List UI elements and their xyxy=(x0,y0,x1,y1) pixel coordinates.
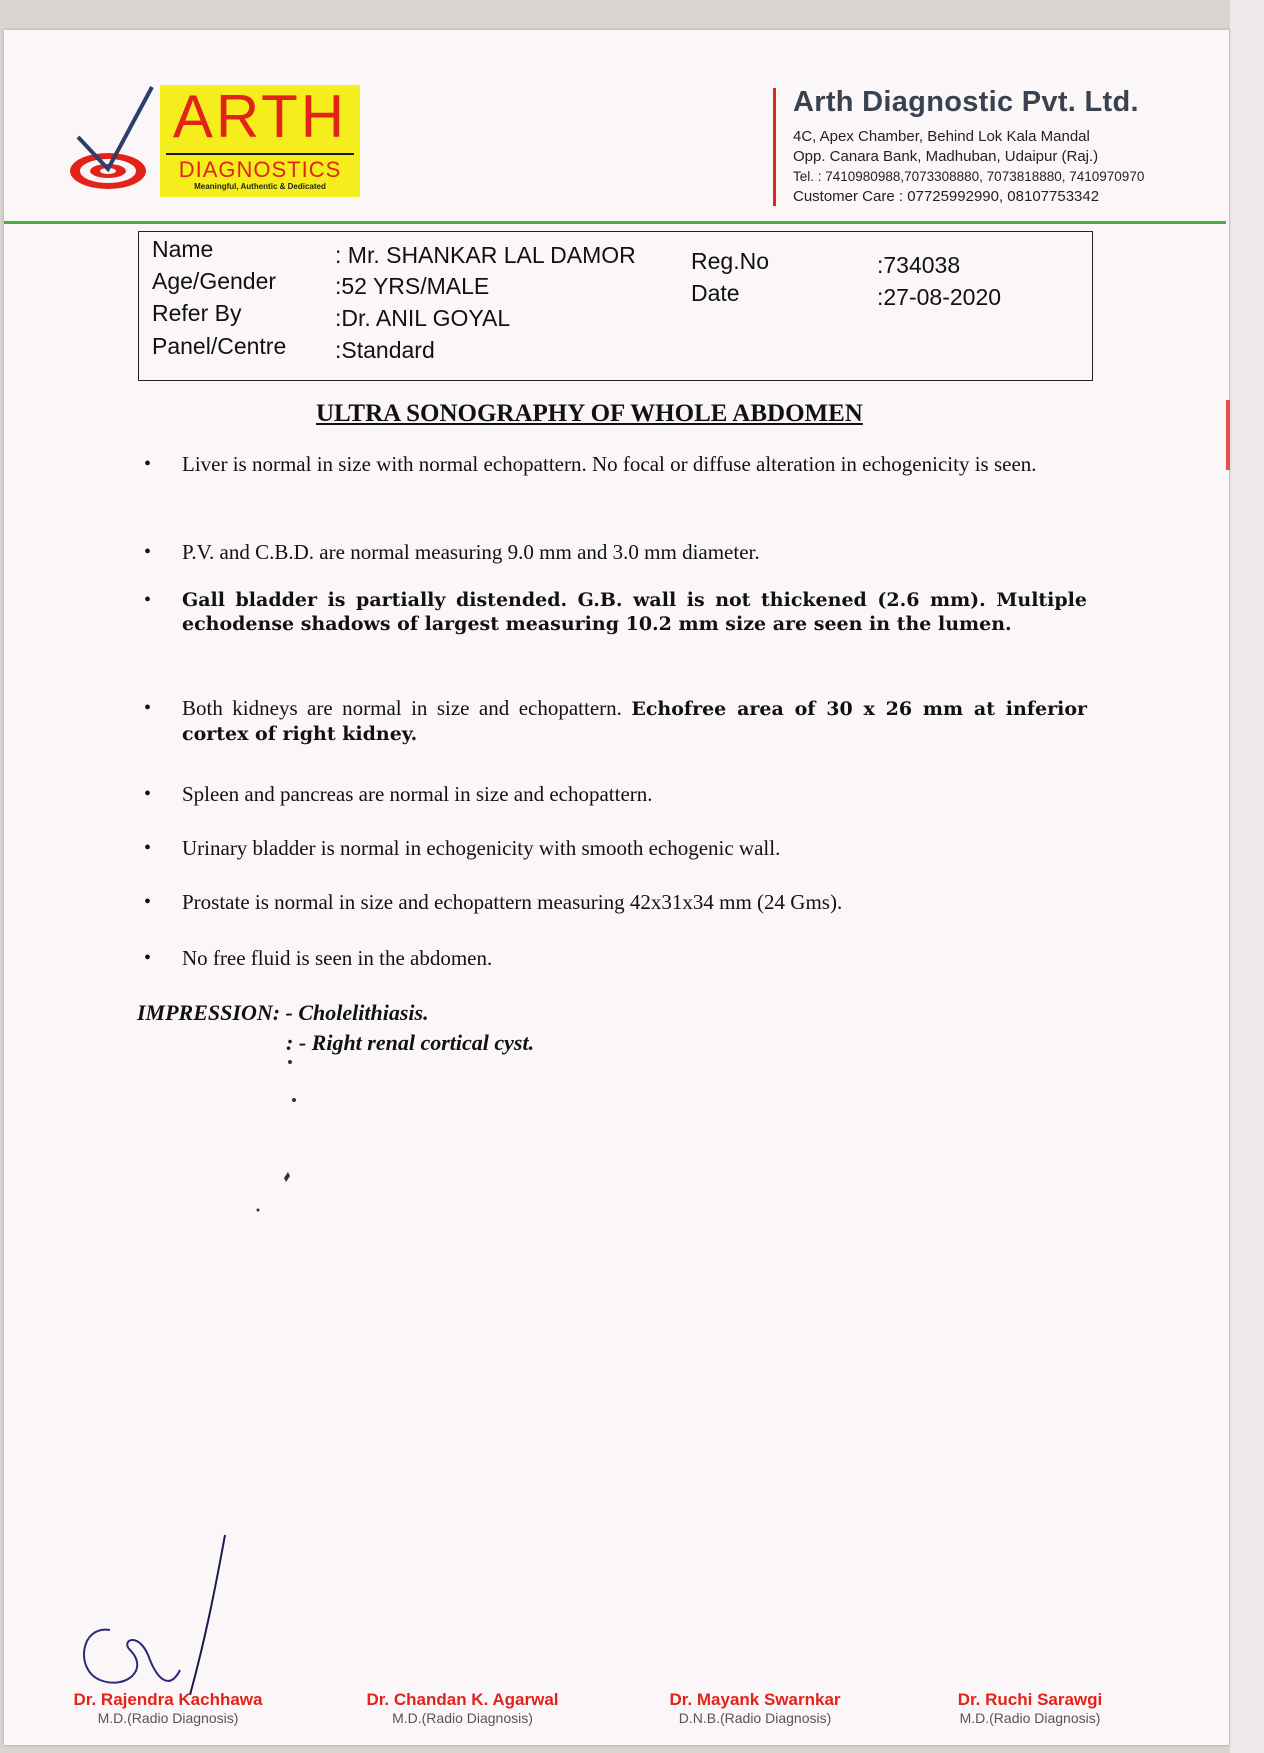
reg-label: Reg.No xyxy=(691,248,769,274)
finding-text: No free fluid is seen in the abdomen. xyxy=(182,946,493,970)
arth-logo xyxy=(68,85,368,205)
refer-label: Refer By xyxy=(152,300,242,326)
doctor-name: Dr. Ruchi Sarawgi xyxy=(957,1690,1103,1709)
finding-text: P.V. and C.B.D. are normal measuring 9.0 mm and 3.0 mm diameter. xyxy=(182,540,760,564)
company-telephone: Tel. : 7410980988,7073308880, 7073818880, 7410970970 xyxy=(793,169,1145,184)
name-value: : Mr. SHANKAR LAL DAMOR xyxy=(335,242,636,268)
bullet-icon: • xyxy=(144,891,152,913)
company-name: Arth Diagnostic Pvt. Ltd. xyxy=(793,86,1139,118)
panel-value: :Standard xyxy=(335,337,435,363)
target-checkmark-icon xyxy=(68,85,158,197)
impression-line-1: IMPRESSION: - Cholelithiasis. xyxy=(137,1000,429,1025)
doctor-degree: M.D.(Radio Diagnosis) xyxy=(392,1710,533,1726)
finding-text: Gall bladder is partially distended. G.B. wall is not thickened (2.6 mm). Multiple echodense shadows of largest measuring 10.2 mm size are seen in the lumen. xyxy=(182,589,1087,635)
doctor-name: Dr. Chandan K. Agarwal xyxy=(366,1690,559,1709)
doctor-degree: M.D.(Radio Diagnosis) xyxy=(97,1710,239,1726)
page-edge-mark xyxy=(1226,400,1230,470)
age-value: :52 YRS/MALE xyxy=(335,273,490,299)
finding-text: Liver is normal in size with normal echopattern. No focal or diffuse alteration in echogenicity is seen. xyxy=(182,452,1037,476)
doctor-3 xyxy=(645,1690,865,1726)
doctor-name: Dr. Mayank Swarnkar xyxy=(669,1690,841,1709)
company-address-2: Opp. Canara Bank, Madhuban, Udaipur (Raj.) xyxy=(793,148,1099,165)
bullet-icon: • xyxy=(144,947,152,969)
background-edge xyxy=(1230,0,1264,1753)
doctor-1 xyxy=(58,1690,278,1726)
name-label: Name xyxy=(152,236,214,262)
finding-text: Spleen and pancreas are normal in size and echopattern. xyxy=(182,782,653,806)
doctor-degree: D.N.B.(Radio Diagnosis) xyxy=(678,1710,832,1726)
patient-details-box xyxy=(138,231,1093,381)
bullet-icon: • xyxy=(144,837,152,859)
doctor-degree: M.D.(Radio Diagnosis) xyxy=(959,1710,1101,1726)
header-rule xyxy=(4,221,1226,224)
doctor-name: Dr. Rajendra Kachhawa xyxy=(73,1690,263,1709)
logo-subtitle: DIAGNOSTICS xyxy=(166,153,354,183)
customer-care: Customer Care : 07725992990, 08107753342 xyxy=(793,188,1100,205)
finding-text-bold: Echofree area of 30 x 26 mm at inferior cortex of right kidney. xyxy=(182,698,1088,745)
finding-text xyxy=(182,696,1087,746)
reg-value: :734038 xyxy=(877,252,961,278)
doctor-signature xyxy=(70,1530,240,1700)
doctor-4 xyxy=(930,1690,1130,1726)
ink-specks xyxy=(240,1050,300,1230)
impression-line-2: : - Right renal cortical cyst. xyxy=(286,1030,535,1055)
bullet-icon: • xyxy=(144,697,152,719)
logo-yellow-box xyxy=(160,85,360,197)
age-label: Age/Gender xyxy=(152,268,277,294)
bullet-icon: • xyxy=(144,541,152,563)
finding-text-plain: Both kidneys are normal in size and echopattern. xyxy=(182,696,622,720)
bullet-icon: • xyxy=(144,589,152,611)
refer-value: :Dr. ANIL GOYAL xyxy=(335,305,511,331)
date-value: :27-08-2020 xyxy=(877,284,1002,310)
bullet-icon: • xyxy=(144,783,152,805)
finding-text: Urinary bladder is normal in echogenicity with smooth echogenic wall. xyxy=(182,836,781,860)
report-title: ULTRA SONOGRAPHY OF WHOLE ABDOMEN xyxy=(316,400,863,427)
company-address-1: 4C, Apex Chamber, Behind Lok Kala Mandal xyxy=(793,128,1090,145)
finding-text: Prostate is normal in size and echopattern measuring 42x31x34 mm (24 Gms). xyxy=(182,890,843,914)
logo-tagline: Meaningful, Authentic & Dedicated xyxy=(194,182,326,191)
bullet-icon: • xyxy=(144,453,152,475)
panel-label: Panel/Centre xyxy=(152,333,287,359)
date-label: Date xyxy=(691,280,740,306)
company-info xyxy=(775,86,1195,207)
logo-brand: ARTH xyxy=(172,83,348,150)
doctor-2 xyxy=(345,1690,580,1726)
